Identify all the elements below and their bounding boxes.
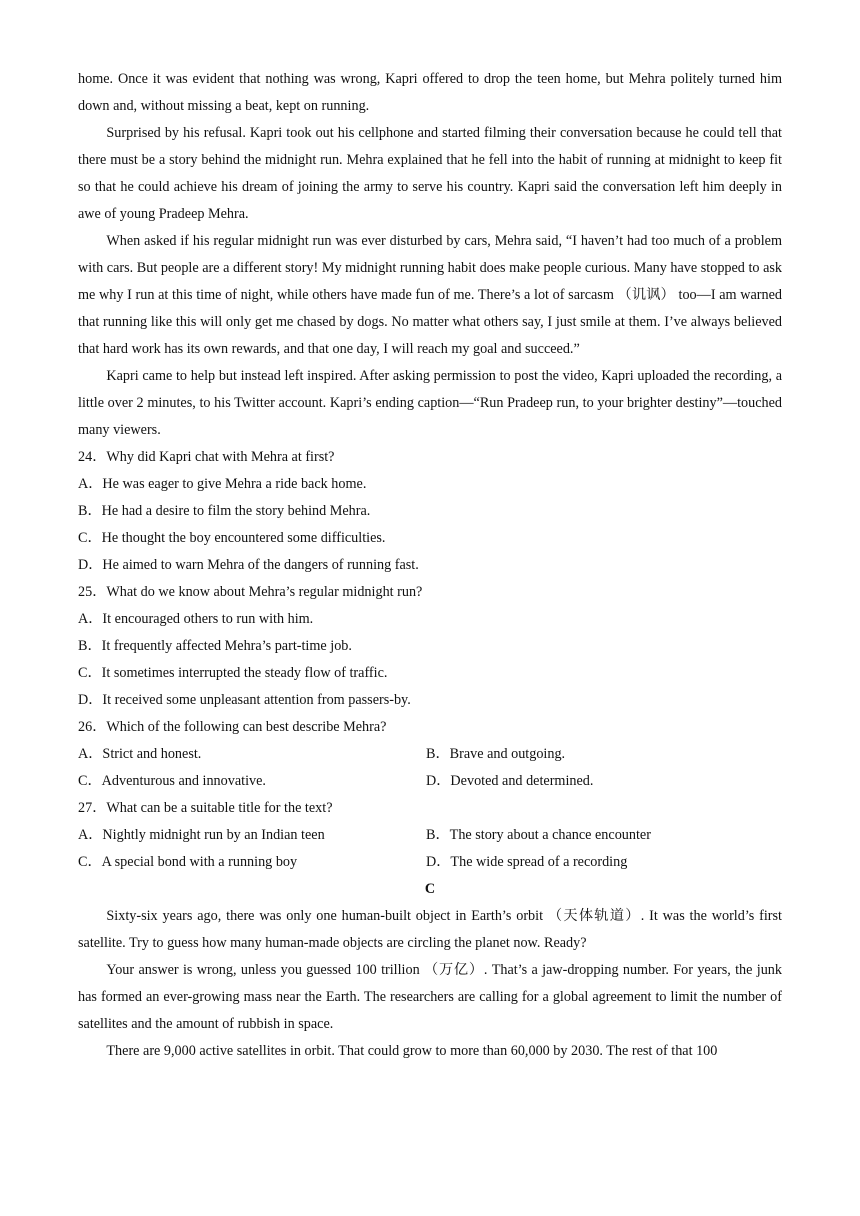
passage-b-paragraph-2: Surprised by his refusal. Kapri took out his cellphone and started filming their conversation because he could tell that there must be a story behind the midnight run. Mehra explained that he fell into the habit of running at midnight to keep fit so that he could achieve his dream of joining the army to serve his country. Kapri said the conversation left him deeply in awe of young Pradeep Mehra. — [78, 125, 782, 222]
question-27-options-row-1 — [78, 822, 782, 849]
question-26-options-row-1 — [78, 741, 782, 768]
question-25 — [78, 579, 782, 714]
section-heading-c: C — [424, 881, 436, 897]
passage-c-paragraph-1: Sixty-six years ago, there was only one human-built object in Earth’s orbit （天体轨道）. It was the world’s first satellite. Try to guess how many human-made objects are circling the planet now. Ready? — [78, 908, 782, 951]
question-26-options-row-2 — [78, 768, 782, 795]
question-27-option-d: D．The wide spread of a recording — [426, 854, 628, 870]
passage-b-paragraph-4: Kapri came to help but instead left inspired. After asking permission to post the video, Kapri uploaded the recording, a little over 2 minutes, to his Twitter account. Kapri’s ending caption—“Run Pradeep run, to your brighter destiny”—touched many viewers. — [78, 368, 782, 438]
question-26-option-d: D．Devoted and determined. — [426, 773, 594, 789]
passage-b-paragraph-3: When asked if his regular midnight run was ever disturbed by cars, Mehra said, “I haven’t had too much of a problem with cars. But people are a different story! My midnight running habit does make people curious. Many have stopped to ask me why I run at this time of night, while others have made fun of me. There’s a lot of sarcasm （讥讽） too—I am warned that running like this will only get me chased by dogs. No matter what others say, I just smile at them. I’ve always believed that hard work has its own rewards, and that one day, I will reach my goal and succeed.” — [78, 233, 782, 357]
question-26-stem: 26．Which of the following can best describe Mehra? — [78, 719, 387, 735]
question-25-option-d: D．It received some unpleasant attention from passers-by. — [78, 692, 411, 708]
question-27-option-a: A．Nightly midnight run by an Indian teen — [78, 827, 325, 843]
question-25-stem: 25．What do we know about Mehra’s regular midnight run? — [78, 584, 423, 600]
document-page — [78, 66, 782, 1065]
question-26-option-c: C．Adventurous and innovative. — [78, 773, 266, 789]
question-25-option-c: C．It sometimes interrupted the steady flow of traffic. — [78, 665, 388, 681]
question-24-option-b: B．He had a desire to film the story behind Mehra. — [78, 503, 371, 519]
passage-b-paragraph-1: home. Once it was evident that nothing was wrong, Kapri offered to drop the teen home, but Mehra politely turned him down and, without missing a beat, kept on running. — [78, 71, 782, 114]
question-24-stem: 24．Why did Kapri chat with Mehra at first? — [78, 449, 335, 465]
question-26 — [78, 714, 782, 795]
question-27-option-b: B．The story about a chance encounter — [426, 827, 651, 843]
question-27-option-c: C．A special bond with a running boy — [78, 854, 298, 870]
passage-c-paragraph-3: There are 9,000 active satellites in orbit. That could grow to more than 60,000 by 2030. The rest of that 100 — [106, 1043, 718, 1059]
question-24-option-c: C．He thought the boy encountered some difficulties. — [78, 530, 386, 546]
question-24-option-d: D．He aimed to warn Mehra of the dangers of running fast. — [78, 557, 419, 573]
question-25-option-b: B．It frequently affected Mehra’s part-time job. — [78, 638, 352, 654]
passage-c-paragraph-2: Your answer is wrong, unless you guessed 100 trillion （万亿）. That’s a jaw-dropping number. For years, the junk has formed an ever-growing mass near the Earth. The researchers are calling for a global agreement to limit the number of satellites and the amount of rubbish in space. — [78, 962, 782, 1032]
question-27 — [78, 795, 782, 876]
question-24-option-a: A．He was eager to give Mehra a ride back home. — [78, 476, 367, 492]
question-27-options-row-2 — [78, 849, 782, 876]
question-24 — [78, 444, 782, 579]
question-27-stem: 27．What can be a suitable title for the text? — [78, 800, 333, 816]
question-26-option-a: A．Strict and honest. — [78, 746, 202, 762]
question-26-option-b: B．Brave and outgoing. — [426, 746, 566, 762]
question-25-option-a: A．It encouraged others to run with him. — [78, 611, 314, 627]
